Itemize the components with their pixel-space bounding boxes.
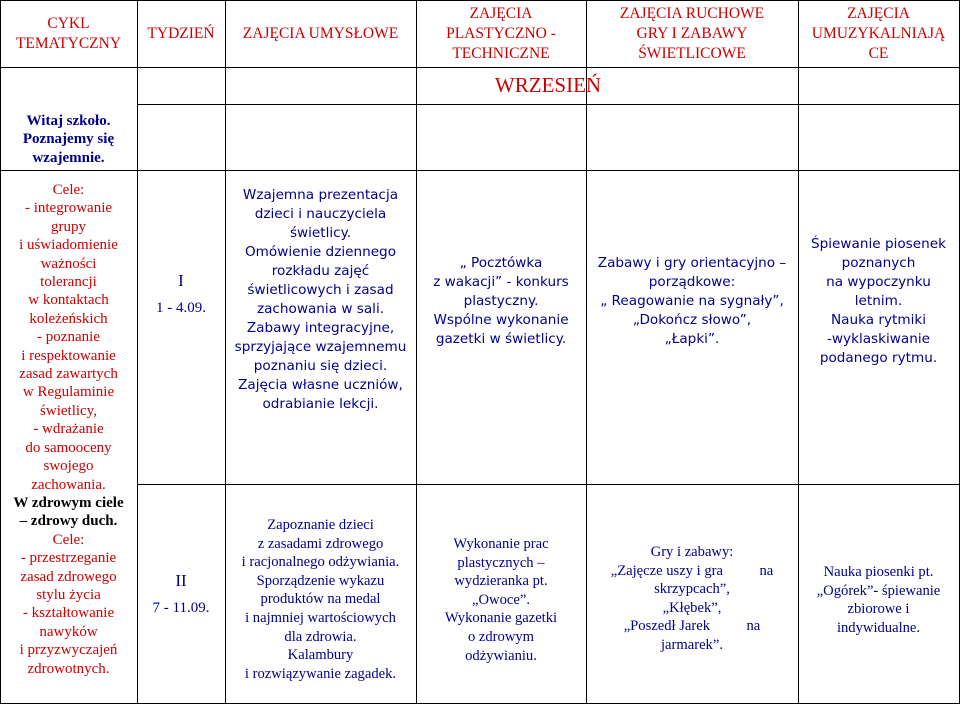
goal-line: swojego: [43, 458, 94, 475]
goal-line: ważności: [40, 255, 97, 272]
header-week: [137, 0, 225, 67]
header-text: GRY I ZABAWY: [636, 24, 748, 42]
activity-line: sprzyjające wzajemnemu: [234, 339, 407, 355]
activity-line: Kalambury: [287, 647, 354, 664]
week-dates: 1 - 4.09.: [156, 300, 206, 316]
header-text: ZAJĘCIA: [469, 4, 533, 22]
activity-line: odżywianiu.: [465, 647, 537, 664]
activity-line: poznaniu się dzieci.: [253, 358, 388, 374]
activity-line: podanego rytmu.: [819, 350, 938, 366]
theme-title-line: wzajemnie.: [32, 149, 105, 166]
goal-line: nawyków: [39, 623, 98, 640]
goal-line: - integrowanie: [24, 200, 113, 217]
goal-line: - kształtowanie: [22, 605, 115, 622]
goal-line: w kontaktach: [28, 292, 109, 309]
header-text: CYKL: [47, 14, 90, 32]
activity-line: Zabawy i gry orientacyjno –: [597, 255, 787, 271]
header-text: TECHNICZNE: [452, 44, 550, 62]
activity-line: wydzieranka pt.: [454, 573, 548, 590]
activity-line: Wspólne wykonanie: [433, 312, 569, 328]
goal-line: zdrowotnych.: [27, 660, 110, 677]
goal-line: do samooceny: [25, 439, 112, 456]
goal-line: i przyzwyczajeń: [19, 642, 118, 659]
week-2-music: [798, 563, 959, 643]
theme-subtitle-line: W zdrowym ciele: [13, 494, 124, 511]
activity-line: Sporządzenie wykazu: [256, 572, 385, 589]
week-1-art: [416, 254, 586, 364]
grid-line: [137, 484, 960, 485]
week-1-movement: [586, 254, 798, 364]
activity-line: jarmarek”.: [661, 636, 723, 653]
activity-line: -wyklaskiwanie: [827, 331, 930, 347]
goal-line: i respektowanie: [21, 347, 116, 364]
header-text: CE: [868, 44, 889, 62]
activity-line: „Kłębek”,: [662, 599, 722, 616]
header-text: ZAJĘCIA RUCHOWE: [619, 4, 765, 22]
activity-line: odrabianie lekcji.: [262, 396, 379, 412]
header-text: ZAJĘCIA UMYSŁOWE: [242, 24, 399, 42]
activity-line: letnim.: [854, 293, 903, 309]
activity-line: Gry i zabawy:: [650, 544, 734, 560]
week-1-music: [798, 235, 959, 375]
goal-line: w Regulaminie: [22, 384, 115, 401]
theme-title-line: Poznajemy się: [22, 131, 115, 148]
activity-line: z zasadami zdrowego: [257, 535, 384, 552]
goal-line: grupy: [51, 218, 86, 235]
week-2-mental: [225, 516, 416, 696]
activity-line: Nauka rytmiki: [830, 312, 927, 328]
theme-goals: [0, 170, 137, 703]
goal-line: - przestrzeganie: [20, 550, 117, 567]
week-1-label: [137, 270, 225, 340]
activity-line: Omówienie dziennego: [244, 244, 397, 260]
header-text: PLASTYCZNO -: [446, 24, 556, 42]
activity-line: „Poszedł Jarek na: [623, 618, 761, 635]
activity-line: „Ogórek”- śpiewanie: [816, 582, 941, 599]
header-text: TEMATYCZNY: [15, 34, 122, 52]
activity-line: „Łapki”.: [664, 331, 720, 347]
theme-subtitle-line: – zdrowy duch.: [19, 513, 118, 530]
goal-line: stylu życia: [36, 586, 101, 603]
header-music-activities: [798, 0, 959, 67]
activity-line: i najmniej wartościowych: [245, 609, 396, 626]
activity-line: świetlicy.: [289, 225, 352, 241]
activity-line: Wykonanie gazetki: [444, 610, 558, 627]
goals-label: Cele:: [52, 182, 85, 198]
activity-line: i rozwiązywanie zagadek.: [244, 665, 397, 682]
goal-line: - poznanie: [37, 329, 100, 346]
activity-line: porządkowe:: [648, 274, 736, 290]
activity-line: rozkładu zajęć: [271, 263, 370, 279]
header-text: ZAJĘCIA: [847, 4, 910, 22]
activity-line: dzieci i nauczyciela: [254, 206, 387, 222]
activity-line: Śpiewanie piosenek: [811, 236, 946, 252]
goal-line: i uświadomienie: [19, 237, 118, 254]
activity-line: plastycznych –: [457, 554, 545, 571]
activity-line: Nauka piosenki pt.: [823, 564, 934, 580]
activity-line: Zabawy integracyjne,: [246, 320, 395, 336]
week-number: I: [178, 271, 184, 290]
grid-line: [0, 170, 960, 171]
activity-line: Wykonanie prac: [453, 536, 549, 552]
activity-line: o zdrowym: [467, 628, 535, 645]
activity-line: świetlicowych i zasad: [247, 282, 394, 298]
week-2-art: [416, 535, 586, 675]
goal-line: zasad zawartych: [19, 366, 118, 383]
activity-line: „ Pocztówka: [459, 255, 543, 271]
week-2-label: [137, 570, 225, 640]
header-text: UMUZYKALNIAJĄ: [811, 24, 946, 42]
week-2-movement: [586, 543, 798, 663]
activity-line: „Zajęcze uszy i gra na: [610, 562, 774, 579]
goal-line: świetlicy,: [40, 402, 97, 419]
goal-line: koleżeńskich: [29, 310, 108, 327]
activity-line: gazetki w świetlicy.: [435, 331, 567, 347]
goal-line: - wdrażanie: [33, 421, 104, 438]
header-theme-cycle: [0, 0, 137, 67]
activity-line: „ Reagowanie na sygnały”,: [600, 293, 784, 309]
month-text: WRZESIEŃ: [494, 73, 602, 97]
activity-line: „Owoce”.: [472, 591, 530, 608]
header-movement-activities: [586, 0, 798, 67]
activity-line: na wypoczynku: [826, 274, 931, 290]
goals-label: Cele:: [52, 531, 85, 548]
header-art-activities: [416, 0, 586, 67]
activity-line: Zapoznanie dzieci: [267, 517, 374, 533]
grid-line: [137, 104, 960, 105]
header-text: ŚWIETLICOWE: [638, 44, 746, 62]
activity-line: zbiorowe i: [847, 601, 910, 618]
activity-line: plastyczny.: [463, 293, 539, 309]
week-number: II: [175, 571, 187, 590]
goal-line: zasad zdrowego: [20, 568, 117, 585]
theme-title: [0, 104, 137, 170]
activity-line: z wakacji” - konkurs: [433, 274, 569, 290]
goal-line: zachowania.: [31, 476, 106, 493]
activity-line: poznanych: [841, 255, 916, 271]
month-label: [137, 67, 959, 104]
activity-line: Wzajemna prezentacja: [242, 187, 399, 203]
header-mental-activities: [225, 0, 416, 67]
activity-line: dla zdrowia.: [284, 628, 357, 645]
activity-line: skrzypcach”,: [654, 581, 730, 598]
theme-title-line: Witaj szkoło.: [26, 113, 111, 129]
activity-line: zachowania w sali.: [256, 301, 385, 317]
week-1-mental: [225, 186, 416, 416]
activity-line: i racjonalnego odżywiania.: [241, 554, 400, 571]
goal-line: tolerancji: [40, 274, 97, 291]
activity-line: produktów na medal: [260, 591, 381, 608]
activity-line: Zajęcia własne uczniów,: [238, 377, 403, 393]
activity-line: „Dokończ słowo”,: [632, 312, 752, 328]
week-dates: 7 - 11.09.: [152, 600, 210, 616]
activity-line: indywidualne.: [836, 619, 921, 636]
header-text: TYDZIEŃ: [147, 24, 215, 42]
